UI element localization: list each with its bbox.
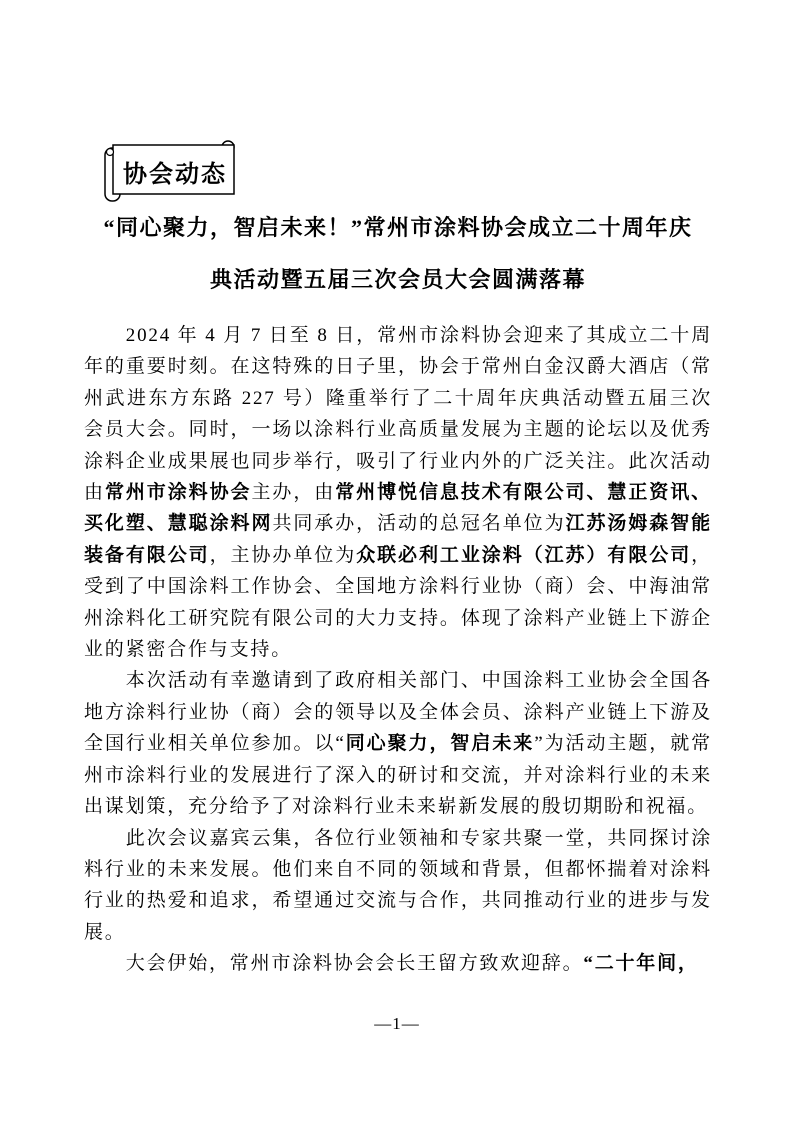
bold-text-run: 同心聚力，智启未来 — [345, 733, 535, 755]
text-run: ”为活动主题，就常州市涂料行业的发展进行了深入的研讨和交流，并对涂料行业的未来出谋划策，充分给予了对涂料行业未来崭新发展的殷切期盼和祝福。 — [84, 733, 712, 818]
bold-text-run: “二十年间， — [583, 953, 699, 975]
bold-text-run: 众联必利工业涂料（江苏）有限公司 — [356, 544, 692, 566]
paragraph — [84, 823, 712, 949]
paragraph — [84, 665, 712, 822]
bold-text-run: 常州博悦信息技术有限公司、慧正资讯、买化塑、慧聪涂料网 — [84, 482, 712, 535]
bold-text-run: 江苏汤姆森智能装备有限公司 — [84, 513, 712, 566]
page-title-line-1: “同心聚力，智启未来！”常州市涂料协会成立二十周年庆 — [103, 215, 693, 240]
text-run: ，主协办单位为 — [209, 544, 357, 566]
text-run: 2024 年 4 月 7 日至 8 日，常州市涂料协会迎来了其成立二十周年的重要时刻。在这特殊的日子里，协会于常州白金汉爵大酒店（常州武进东方东路 227 号）隆重举行了二十周年庆典活动暨五届三次会员大会。同时，一场以涂料行业高质量发展为主题的论坛以及优秀涂料企业成果展也同步举行，吸引了行业内外的广泛关注。此次活动由 — [84, 325, 712, 504]
text-run: ，受到了中国涂料工作协会、全国地方涂料行业协（商）会、中海油常州涂料化工研究院有限公司的大力支持。体现了涂料产业链上下游企业的紧密合作与支持。 — [84, 544, 712, 661]
text-run: 此次会议嘉宾云集，各位行业领袖和专家共聚一堂，共同探讨涂料行业的未来发展。他们来自不同的领域和背景，但都怀揣着对涂料行业的热爱和追求，希望通过交流与合作，共同推动行业的进步与发展。 — [84, 827, 712, 943]
text-run: 主办，由 — [251, 482, 336, 504]
text-run: 本次活动有幸邀请到了政府相关部门、中国涂料工业协会全国各地方涂料行业协（商）会的领导以及全体会员、涂料产业链上下游及全国行业相关单位参加。以“ — [84, 670, 712, 755]
text-run: 大会伊始，常州市涂料协会会长王留方致欢迎辞。 — [125, 953, 584, 975]
paragraph — [84, 948, 712, 979]
page-title-line-2: 典活动暨五届三次会员大会圆满落幕 — [209, 267, 586, 292]
scroll-banner — [102, 138, 242, 208]
banner-label: 协会动态 — [123, 161, 227, 188]
article-body — [84, 320, 712, 980]
page-number: —1— — [374, 1014, 420, 1033]
text-run: 共同承办，活动的总冠名单位为 — [272, 513, 566, 535]
paragraph — [84, 320, 712, 665]
page-title — [84, 202, 712, 306]
bold-text-run: 常州市涂料协会 — [104, 482, 252, 504]
